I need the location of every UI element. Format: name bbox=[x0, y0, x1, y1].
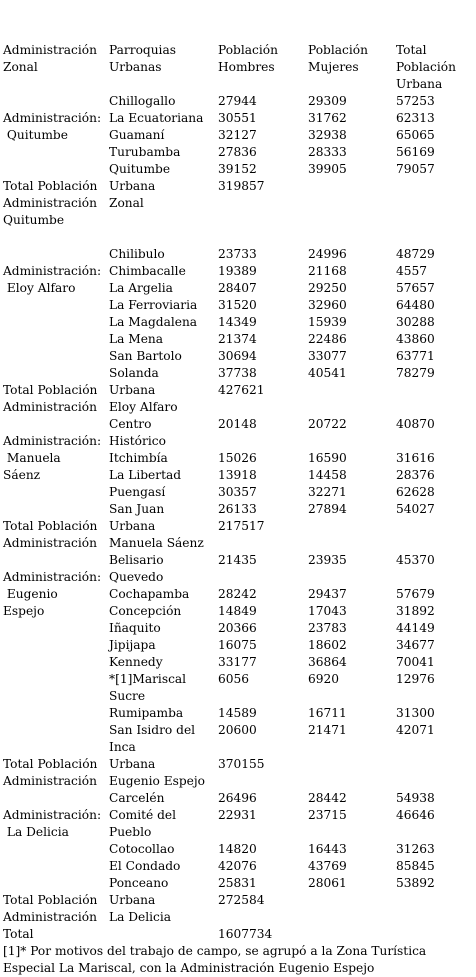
table-row bbox=[3, 654, 473, 671]
parish-cell: Puengasí bbox=[109, 485, 166, 499]
total-cell: 42071 bbox=[396, 723, 435, 737]
women-cell: 6920 bbox=[308, 672, 340, 686]
men-cell: 33177 bbox=[218, 655, 257, 669]
men-cell: 22931 bbox=[218, 808, 257, 822]
table-row bbox=[3, 212, 473, 229]
header-parroquias-urbanas: Parroquias Urbanas bbox=[109, 43, 176, 74]
total-cell: 57253 bbox=[396, 94, 435, 108]
parish-cell: La Argelia bbox=[109, 281, 173, 295]
women-cell: 32938 bbox=[308, 128, 347, 142]
parish-cell: Quevedo bbox=[109, 570, 164, 584]
total-cell: 45370 bbox=[396, 553, 435, 567]
total-cell: 79057 bbox=[396, 162, 435, 176]
women-cell: 15939 bbox=[308, 315, 347, 329]
table-row bbox=[3, 722, 473, 739]
women-cell: 28442 bbox=[308, 791, 347, 805]
parish-cell: La Magdalena bbox=[109, 315, 198, 329]
table-row bbox=[3, 195, 473, 212]
table-header bbox=[3, 42, 473, 93]
table-row bbox=[3, 450, 473, 467]
men-cell: 272584 bbox=[218, 893, 265, 907]
parish-cell: Belisario bbox=[109, 553, 164, 567]
parish-cell: Histórico bbox=[109, 434, 166, 448]
table-row bbox=[3, 433, 473, 450]
men-cell: 427621 bbox=[218, 383, 265, 397]
header-total-poblacion-urbana: Total Población Urbana bbox=[396, 43, 456, 91]
table-row bbox=[3, 416, 473, 433]
table-row bbox=[3, 127, 473, 144]
total-cell: 30288 bbox=[396, 315, 435, 329]
men-cell: 6056 bbox=[218, 672, 250, 686]
total-cell: 31892 bbox=[396, 604, 435, 618]
parish-cell: Carcelén bbox=[109, 791, 165, 805]
men-cell: 42076 bbox=[218, 859, 257, 873]
total-cell: 31300 bbox=[396, 706, 435, 720]
table-row bbox=[3, 314, 473, 331]
men-cell: 21374 bbox=[218, 332, 257, 346]
women-cell: 21168 bbox=[308, 264, 347, 278]
women-cell: 32271 bbox=[308, 485, 347, 499]
admin-cell: Administración bbox=[3, 774, 97, 788]
parish-cell: La Ecuatoriana bbox=[109, 111, 204, 125]
parish-cell: Urbana bbox=[109, 757, 156, 771]
women-cell: 16590 bbox=[308, 451, 347, 465]
men-cell: 26496 bbox=[218, 791, 257, 805]
table-row bbox=[3, 348, 473, 365]
table-row bbox=[3, 484, 473, 501]
men-cell: 19389 bbox=[218, 264, 257, 278]
total-cell: 28376 bbox=[396, 468, 435, 482]
table-row bbox=[3, 909, 473, 926]
men-cell: 23733 bbox=[218, 247, 257, 261]
men-cell: 30694 bbox=[218, 349, 257, 363]
admin-cell: Espejo bbox=[3, 604, 45, 618]
admin-cell: Eugenio bbox=[3, 587, 58, 601]
men-cell: 14820 bbox=[218, 842, 257, 856]
parish-cell: Zonal bbox=[109, 196, 144, 210]
total-cell: 53892 bbox=[396, 876, 435, 890]
table-row bbox=[3, 637, 473, 654]
parish-cell: Guamaní bbox=[109, 128, 165, 142]
women-cell: 28333 bbox=[308, 145, 347, 159]
admin-cell: Total Población bbox=[3, 893, 98, 907]
admin-cell: Administración bbox=[3, 400, 97, 414]
women-cell: 32960 bbox=[308, 298, 347, 312]
admin-cell: Administración: bbox=[3, 111, 102, 125]
parish-cell: Solanda bbox=[109, 366, 159, 380]
table-row bbox=[3, 297, 473, 314]
table-row bbox=[3, 263, 473, 280]
total-cell: 31616 bbox=[396, 451, 435, 465]
table-row bbox=[3, 552, 473, 569]
men-cell: 1607734 bbox=[218, 927, 273, 941]
admin-cell: Administración bbox=[3, 536, 97, 550]
table-row bbox=[3, 739, 473, 756]
parish-cell: Chilibulo bbox=[109, 247, 165, 261]
men-cell: 32127 bbox=[218, 128, 257, 142]
parish-cell: Cotocollao bbox=[109, 842, 175, 856]
header-poblacion-hombres: Población Hombres bbox=[218, 43, 278, 74]
parish-cell: Concepción bbox=[109, 604, 182, 618]
women-cell: 23715 bbox=[308, 808, 347, 822]
admin-cell: Eloy Alfaro bbox=[3, 281, 76, 295]
header-poblacion-mujeres: Población Mujeres bbox=[308, 43, 368, 74]
table-row bbox=[3, 501, 473, 518]
table-row bbox=[3, 858, 473, 875]
parish-cell: Chillogallo bbox=[109, 94, 176, 108]
men-cell: 217517 bbox=[218, 519, 265, 533]
total-cell: 54027 bbox=[396, 502, 435, 516]
women-cell: 22486 bbox=[308, 332, 347, 346]
parish-cell: La Mena bbox=[109, 332, 164, 346]
men-cell: 25831 bbox=[218, 876, 257, 890]
admin-cell: La Delicia bbox=[3, 825, 69, 839]
women-cell: 14458 bbox=[308, 468, 347, 482]
men-cell: 39152 bbox=[218, 162, 257, 176]
table-row bbox=[3, 178, 473, 195]
table-row bbox=[3, 756, 473, 773]
table-row bbox=[3, 773, 473, 790]
table-row bbox=[3, 841, 473, 858]
men-cell: 37738 bbox=[218, 366, 257, 380]
admin-cell: Administración: bbox=[3, 570, 102, 584]
women-cell: 21471 bbox=[308, 723, 347, 737]
parish-cell: Urbana bbox=[109, 383, 156, 397]
admin-cell: Total Población bbox=[3, 179, 98, 193]
table-row bbox=[3, 688, 473, 705]
table-row bbox=[3, 280, 473, 297]
table-row bbox=[3, 603, 473, 620]
women-cell: 23935 bbox=[308, 553, 347, 567]
table-row bbox=[3, 382, 473, 399]
total-cell: 12976 bbox=[396, 672, 435, 686]
total-cell: 46646 bbox=[396, 808, 435, 822]
table-row bbox=[3, 246, 473, 263]
women-cell: 24996 bbox=[308, 247, 347, 261]
table-body bbox=[3, 93, 473, 943]
men-cell: 27944 bbox=[218, 94, 257, 108]
men-cell: 14849 bbox=[218, 604, 257, 618]
men-cell: 28242 bbox=[218, 587, 257, 601]
parish-cell: El Condado bbox=[109, 859, 181, 873]
parish-cell: Inca bbox=[109, 740, 136, 754]
men-cell: 28407 bbox=[218, 281, 257, 295]
men-cell: 30357 bbox=[218, 485, 257, 499]
table-row bbox=[3, 110, 473, 127]
parish-cell: La Ferroviaria bbox=[109, 298, 198, 312]
table-row bbox=[3, 926, 473, 943]
women-cell: 16711 bbox=[308, 706, 347, 720]
table-row bbox=[3, 467, 473, 484]
admin-cell: Quitumbe bbox=[3, 213, 65, 227]
men-cell: 30551 bbox=[218, 111, 257, 125]
total-cell: 4557 bbox=[396, 264, 428, 278]
women-cell: 39905 bbox=[308, 162, 347, 176]
men-cell: 26133 bbox=[218, 502, 257, 516]
parish-cell: Urbana bbox=[109, 179, 156, 193]
header-administracion-zonal: Administración Zonal bbox=[3, 43, 97, 74]
parish-cell: Chimbacalle bbox=[109, 264, 186, 278]
admin-cell: Administración bbox=[3, 910, 97, 924]
table-row bbox=[3, 399, 473, 416]
women-cell: 23783 bbox=[308, 621, 347, 635]
parish-cell: Quitumbe bbox=[109, 162, 171, 176]
parish-cell: Turubamba bbox=[109, 145, 181, 159]
table-row bbox=[3, 161, 473, 178]
total-cell: 57657 bbox=[396, 281, 435, 295]
population-table bbox=[3, 42, 473, 977]
parish-cell: Manuela Sáenz bbox=[109, 536, 204, 550]
total-cell: 34677 bbox=[396, 638, 435, 652]
admin-cell: Total Población bbox=[3, 383, 98, 397]
table-row bbox=[3, 586, 473, 603]
total-cell: 63771 bbox=[396, 349, 435, 363]
table-row bbox=[3, 365, 473, 382]
women-cell: 17043 bbox=[308, 604, 347, 618]
women-cell: 36864 bbox=[308, 655, 347, 669]
parish-cell: Itchimbía bbox=[109, 451, 168, 465]
men-cell: 319857 bbox=[218, 179, 265, 193]
parish-cell: Eugenio Espejo bbox=[109, 774, 206, 788]
women-cell: 29309 bbox=[308, 94, 347, 108]
parish-cell: San Isidro del bbox=[109, 723, 196, 737]
total-cell: 62628 bbox=[396, 485, 435, 499]
total-cell: 31263 bbox=[396, 842, 435, 856]
men-cell: 14589 bbox=[218, 706, 257, 720]
total-cell: 78279 bbox=[396, 366, 435, 380]
women-cell: 20722 bbox=[308, 417, 347, 431]
table-row bbox=[3, 535, 473, 552]
total-cell: 40870 bbox=[396, 417, 435, 431]
parish-cell: San Juan bbox=[109, 502, 165, 516]
total-cell: 43860 bbox=[396, 332, 435, 346]
parish-cell: Urbana bbox=[109, 519, 156, 533]
men-cell: 20148 bbox=[218, 417, 257, 431]
table-row bbox=[3, 93, 473, 110]
total-cell: 48729 bbox=[396, 247, 435, 261]
admin-cell: Total Población bbox=[3, 757, 98, 771]
men-cell: 20600 bbox=[218, 723, 257, 737]
admin-cell: Administración: bbox=[3, 808, 102, 822]
admin-cell: Manuela bbox=[3, 451, 61, 465]
parish-cell: Centro bbox=[109, 417, 152, 431]
men-cell: 15026 bbox=[218, 451, 257, 465]
table-row bbox=[3, 569, 473, 586]
women-cell: 27894 bbox=[308, 502, 347, 516]
total-cell: 85845 bbox=[396, 859, 435, 873]
parish-cell: Ponceano bbox=[109, 876, 169, 890]
women-cell: 29437 bbox=[308, 587, 347, 601]
admin-cell: Administración bbox=[3, 196, 97, 210]
total-cell: 56169 bbox=[396, 145, 435, 159]
table-row bbox=[3, 331, 473, 348]
admin-cell: Administración: bbox=[3, 264, 102, 278]
parish-cell: Pueblo bbox=[109, 825, 152, 839]
table-row bbox=[3, 824, 473, 841]
men-cell: 370155 bbox=[218, 757, 265, 771]
admin-cell: Sáenz bbox=[3, 468, 41, 482]
admin-cell: Administración: bbox=[3, 434, 102, 448]
women-cell: 33077 bbox=[308, 349, 347, 363]
table-row bbox=[3, 671, 473, 688]
total-cell: 65065 bbox=[396, 128, 435, 142]
table-row bbox=[3, 807, 473, 824]
total-cell: 70041 bbox=[396, 655, 435, 669]
parish-cell: La Libertad bbox=[109, 468, 182, 482]
men-cell: 31520 bbox=[218, 298, 257, 312]
table-row bbox=[3, 875, 473, 892]
table-row bbox=[3, 518, 473, 535]
men-cell: 16075 bbox=[218, 638, 257, 652]
parish-cell: Cochapamba bbox=[109, 587, 190, 601]
total-cell: 62313 bbox=[396, 111, 435, 125]
women-cell: 31762 bbox=[308, 111, 347, 125]
men-cell: 20366 bbox=[218, 621, 257, 635]
parish-cell: San Bartolo bbox=[109, 349, 182, 363]
women-cell: 28061 bbox=[308, 876, 347, 890]
men-cell: 27836 bbox=[218, 145, 257, 159]
men-cell: 21435 bbox=[218, 553, 257, 567]
parish-cell: *[1]Mariscal bbox=[109, 672, 187, 686]
total-cell: 54938 bbox=[396, 791, 435, 805]
admin-cell: Quitumbe bbox=[3, 128, 68, 142]
parish-cell: Comité del bbox=[109, 808, 177, 822]
women-cell: 16443 bbox=[308, 842, 347, 856]
table-row bbox=[3, 790, 473, 807]
footnote: [1]* Por motivos del trabajo de campo, se agrupó a la Zona Turística Especial La Mariscal, con la Administración Eugenio Espejo bbox=[3, 944, 427, 975]
table-row bbox=[3, 705, 473, 722]
table-row bbox=[3, 144, 473, 161]
table-row bbox=[3, 892, 473, 909]
parish-cell: Eloy Alfaro bbox=[109, 400, 178, 414]
admin-cell: Total Población bbox=[3, 519, 98, 533]
parish-cell: Jipijapa bbox=[109, 638, 156, 652]
women-cell: 43769 bbox=[308, 859, 347, 873]
admin-cell: Total bbox=[3, 927, 34, 941]
women-cell: 40541 bbox=[308, 366, 347, 380]
parish-cell: Kennedy bbox=[109, 655, 163, 669]
women-cell: 29250 bbox=[308, 281, 347, 295]
parish-cell: Rumipamba bbox=[109, 706, 184, 720]
total-cell: 64480 bbox=[396, 298, 435, 312]
parish-cell: Urbana bbox=[109, 893, 156, 907]
men-cell: 14349 bbox=[218, 315, 257, 329]
parish-cell: Iñaquito bbox=[109, 621, 161, 635]
men-cell: 13918 bbox=[218, 468, 257, 482]
table-row bbox=[3, 229, 473, 246]
total-cell: 57679 bbox=[396, 587, 435, 601]
table-row bbox=[3, 620, 473, 637]
parish-cell: La Delicia bbox=[109, 910, 172, 924]
parish-cell: Sucre bbox=[109, 689, 146, 703]
total-cell: 44149 bbox=[396, 621, 435, 635]
women-cell: 18602 bbox=[308, 638, 347, 652]
